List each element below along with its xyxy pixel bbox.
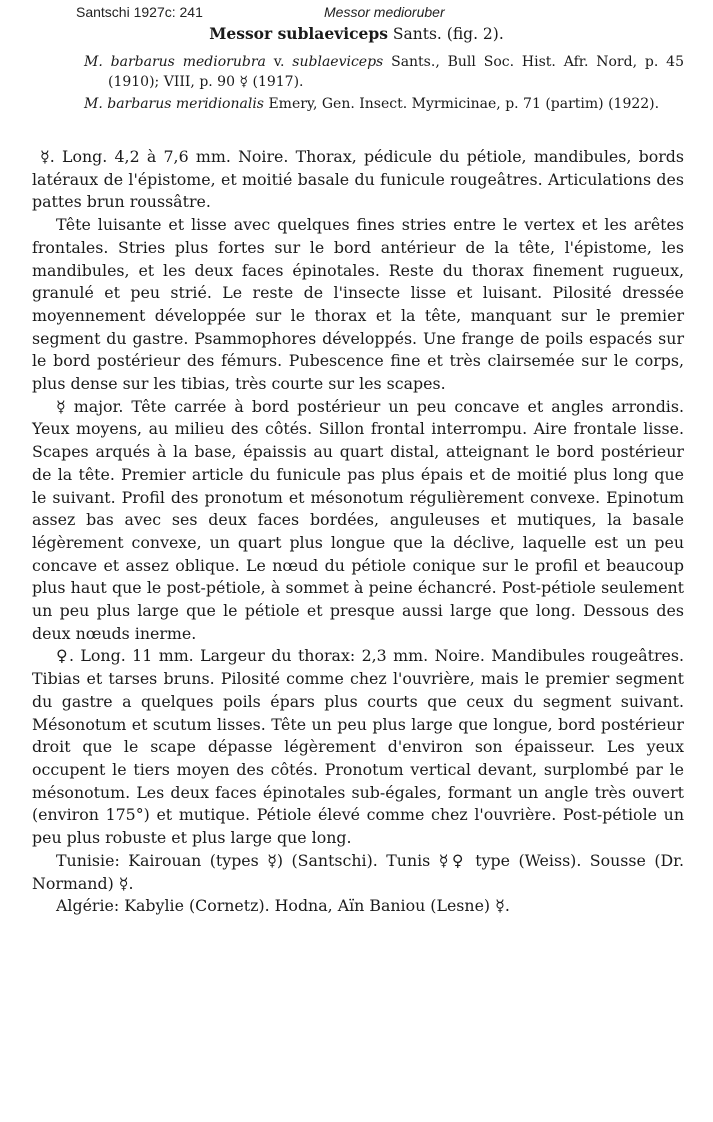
reference-taxon: M. barbarus mediorubra (84, 54, 266, 70)
synonymy-references (84, 52, 684, 116)
page-header (0, 4, 713, 24)
reference-entry: M. barbarus mediorubra v. sublaeviceps Sants., Bull Soc. Hist. Afr. Nord, p. 45 (1910); VIII, p. 90 ☿ (1917). (84, 54, 684, 90)
reference-text: Emery, Gen. Insect. Myrmicinae, p. 71 (partim) (1922). (264, 96, 660, 112)
reference-text: Sants., Bull Soc. Hist. Afr. Nord, p. 45 (1910); VIII, p. 90 ☿ (1917). (108, 54, 684, 90)
reference-entry (84, 94, 684, 114)
species-title (0, 24, 713, 43)
species-name: Messor sublaeviceps (209, 24, 388, 43)
major-worker-description: ☿ major. Tête carrée à bord postérieur un peu concave et angles arrondis. Yeux moyens, au milieu des côtés. Sillon frontal interrompu. Aire frontale lisse. Scapes arqués à la base, épaissis au quart distal, atteignant le bord postérieur de la tête. Premier article du funicule pas plus épais et de moitié plus long que le suivant. Profil des pronotum et mésonotum régulièrement convexe. Epinotum assez bas avec ses deux faces bordées, anguleuses et mutiques, la basale légèrement convexe, un quart plus longue que la déclive, laquelle est un peu concave et assez oblique. Le nœud du pétiole conique sur le profil et beaucoup plus haut que le post-pétiole, à sommet à peine échancré. Post-pétiole seulement un peu plus large que le pétiole et presque aussi large que long. Dessous des deux nœuds inerme. (32, 396, 684, 643)
citation-label: Santschi 1927c: 241 (76, 4, 203, 20)
reference-taxon: M. barbarus meridionalis (84, 96, 264, 112)
sculpture-description: Tête luisante et lisse avec quelques fines stries entre le vertex et les arêtes frontales. Stries plus fortes sur le bord antérieur de la tête, l'épistome, les mandibules, et les deux faces épinotales. Reste du thorax finement rugueux, granulé et peu strié. Le reste de l'insecte lisse et luisant. Pilosité dressée moyennement développée sur le thorax et la tête, manquant sur le premier segment du gastre. Psammophores développés. Une frange de poils espacés sur le bord postérieur des fémurs. Pubescence fine et très clairsemée sur le corps, plus dense sur les tibias, très courte sur les scapes. (32, 215, 684, 394)
description-body (32, 146, 684, 918)
locality-algeria: Algérie: Kabylie (Cornetz). Hodna, Aïn Baniou (Lesne) ☿. (56, 896, 510, 916)
worker-description: ☿. Long. 4,2 à 7,6 mm. Noire. Thorax, pédicule du pétiole, mandibules, bords latéraux de l'épistome, et moitié basale du funicule rougeâtres. Articulations des pattes brun roussâtre. (32, 147, 684, 212)
queen-description: ♀. Long. 11 mm. Largeur du thorax: 2,3 mm. Noire. Mandibules rougeâtres. Tibias et tarses bruns. Pilosité comme chez l'ouvrière, mais le premier segment du gastre a quelques poils épars plus courts que ceux du segment suivant. Mésonotum et scutum lisses. Tête un peu plus large que longue, bord postérieur droit que le scape dépasse légèrement d'environ son épaisseur. Les yeux occupent le tiers moyen des côtés. Pronotum vertical devant, surplombé par le mésonotum. Les deux faces épinotales sub-égales, formant un angle très ouvert (environ 175°) et mutique. Pétiole élevé comme chez l'ouvrière. Post-pétiole un peu plus robuste et plus large que long. (32, 646, 684, 848)
taxon-label: Messor medioruber (324, 4, 445, 20)
species-author: Sants. (fig. 2). (387, 25, 504, 43)
locality-tunisia: Tunisie: Kairouan (types ☿) (Santschi). Tunis ☿♀ type (Weiss). Sousse (Dr. Normand) ☿. (32, 850, 684, 893)
